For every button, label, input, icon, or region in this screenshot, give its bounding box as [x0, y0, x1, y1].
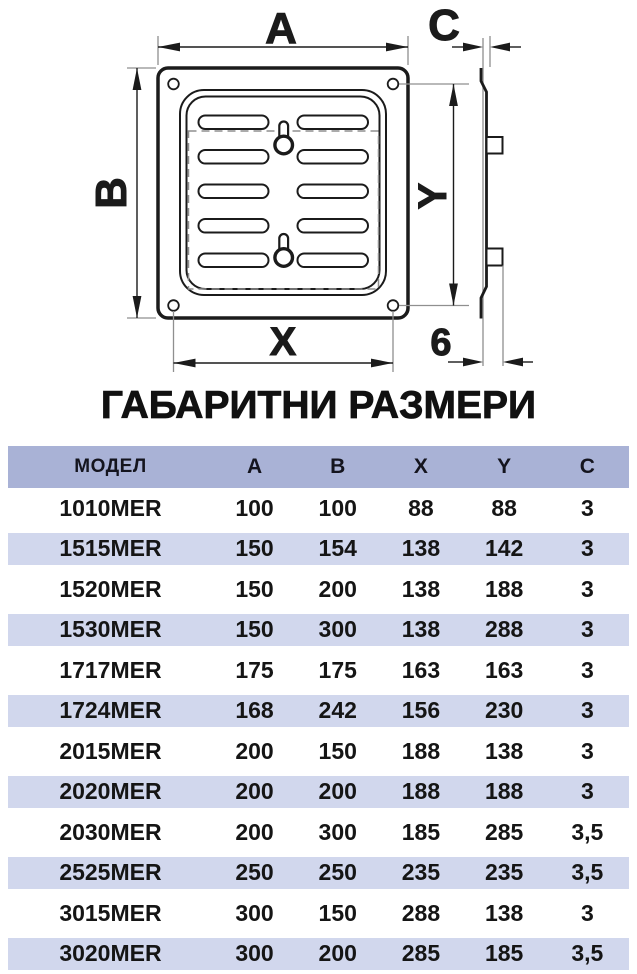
page-title: ГАБАРИТНИ РАЗМЕРИ [0, 383, 637, 429]
grille-outer-frame [158, 68, 408, 318]
cell-b: 150 [296, 900, 379, 927]
cell-a: 100 [213, 495, 296, 522]
cell-model: 2020MER [8, 778, 213, 805]
cell-a: 175 [213, 657, 296, 684]
cell-c: 3 [546, 616, 629, 643]
cell-a: 168 [213, 697, 296, 724]
cell-x: 163 [379, 657, 462, 684]
cell-b: 100 [296, 495, 379, 522]
cell-c: 3,5 [546, 819, 629, 846]
cell-y: 188 [463, 576, 546, 603]
cell-y: 188 [463, 778, 546, 805]
side-view [481, 38, 503, 366]
cell-a: 200 [213, 738, 296, 765]
table-row [8, 731, 629, 772]
cell-c: 3 [546, 697, 629, 724]
column-header-y: Y [463, 455, 546, 479]
cell-y: 285 [463, 819, 546, 846]
cell-x: 235 [379, 859, 462, 886]
cell-x: 188 [379, 738, 462, 765]
dimension-x-label: X [270, 320, 297, 364]
table-row [8, 812, 629, 853]
column-header-b: B [296, 455, 379, 479]
cell-x: 188 [379, 778, 462, 805]
dimension-c [428, 1, 521, 67]
table-body [8, 488, 629, 974]
cell-c: 3 [546, 657, 629, 684]
cell-a: 150 [213, 576, 296, 603]
front-view [158, 68, 408, 318]
side-profile [481, 68, 487, 319]
dimension-clip-depth-label: 6 [430, 322, 451, 364]
cell-b: 300 [296, 819, 379, 846]
screw-hole-top-right [388, 79, 399, 90]
cell-c: 3 [546, 778, 629, 805]
cell-model: 2015MER [8, 738, 213, 765]
cell-y: 230 [463, 697, 546, 724]
cell-model: 1530MER [8, 616, 213, 643]
table-row [8, 569, 629, 610]
cell-b: 200 [296, 778, 379, 805]
table-header-row [8, 446, 629, 488]
table-row [8, 934, 629, 974]
screw-hole-bottom-right [388, 300, 399, 311]
cell-x: 88 [379, 495, 462, 522]
cell-x: 138 [379, 535, 462, 562]
cell-y: 235 [463, 859, 546, 886]
dimension-clip-depth [430, 322, 533, 366]
cell-model: 2030MER [8, 819, 213, 846]
mounting-clip-top [487, 137, 503, 154]
cell-model: 3015MER [8, 900, 213, 927]
dimension-b-label: B [87, 177, 136, 209]
cell-model: 3020MER [8, 940, 213, 967]
table-row [8, 529, 629, 570]
mounting-clip-bottom [487, 249, 503, 266]
cell-y: 185 [463, 940, 546, 967]
column-header-x: X [379, 455, 462, 479]
dimension-x [174, 311, 394, 372]
cell-c: 3 [546, 738, 629, 765]
cell-y: 288 [463, 616, 546, 643]
cell-y: 138 [463, 900, 546, 927]
cell-a: 200 [213, 819, 296, 846]
dimensions-table [8, 446, 629, 974]
cell-a: 150 [213, 616, 296, 643]
cell-x: 285 [379, 940, 462, 967]
cell-y: 142 [463, 535, 546, 562]
cell-c: 3,5 [546, 940, 629, 967]
cell-y: 163 [463, 657, 546, 684]
cell-model: 1515MER [8, 535, 213, 562]
cell-model: 1724MER [8, 697, 213, 724]
cell-x: 185 [379, 819, 462, 846]
cell-a: 250 [213, 859, 296, 886]
cell-b: 200 [296, 940, 379, 967]
column-header-c: C [546, 455, 629, 479]
cell-y: 138 [463, 738, 546, 765]
column-header-model: МОДЕЛ [8, 456, 213, 478]
dimension-a [158, 4, 408, 65]
cell-b: 300 [296, 616, 379, 643]
cell-b: 175 [296, 657, 379, 684]
cell-a: 300 [213, 940, 296, 967]
cell-a: 300 [213, 900, 296, 927]
screw-hole-bottom-left [168, 300, 179, 311]
cell-c: 3 [546, 495, 629, 522]
cell-c: 3 [546, 900, 629, 927]
table-row [8, 610, 629, 651]
cell-c: 3 [546, 535, 629, 562]
cell-b: 250 [296, 859, 379, 886]
screw-hole-top-left [168, 79, 179, 90]
cell-x: 288 [379, 900, 462, 927]
cell-model: 1520MER [8, 576, 213, 603]
cell-c: 3,5 [546, 859, 629, 886]
dimension-b [87, 68, 156, 318]
technical-drawing [0, 0, 637, 378]
cell-model: 1010MER [8, 495, 213, 522]
cell-c: 3 [546, 576, 629, 603]
cell-b: 242 [296, 697, 379, 724]
cell-model: 2525MER [8, 859, 213, 886]
table-row [8, 893, 629, 934]
cell-x: 138 [379, 616, 462, 643]
column-header-a: A [213, 455, 296, 479]
table-row [8, 772, 629, 813]
dimension-c-label: C [428, 1, 460, 50]
cell-a: 150 [213, 535, 296, 562]
table-row [8, 853, 629, 894]
cell-a: 200 [213, 778, 296, 805]
cell-b: 150 [296, 738, 379, 765]
cell-b: 154 [296, 535, 379, 562]
dimension-y-label: Y [411, 182, 455, 209]
cell-y: 88 [463, 495, 546, 522]
cell-b: 200 [296, 576, 379, 603]
cell-x: 156 [379, 697, 462, 724]
table-row [8, 650, 629, 691]
dimension-a-label: A [265, 4, 297, 53]
table-row [8, 691, 629, 732]
cell-model: 1717MER [8, 657, 213, 684]
cell-x: 138 [379, 576, 462, 603]
table-row [8, 488, 629, 529]
